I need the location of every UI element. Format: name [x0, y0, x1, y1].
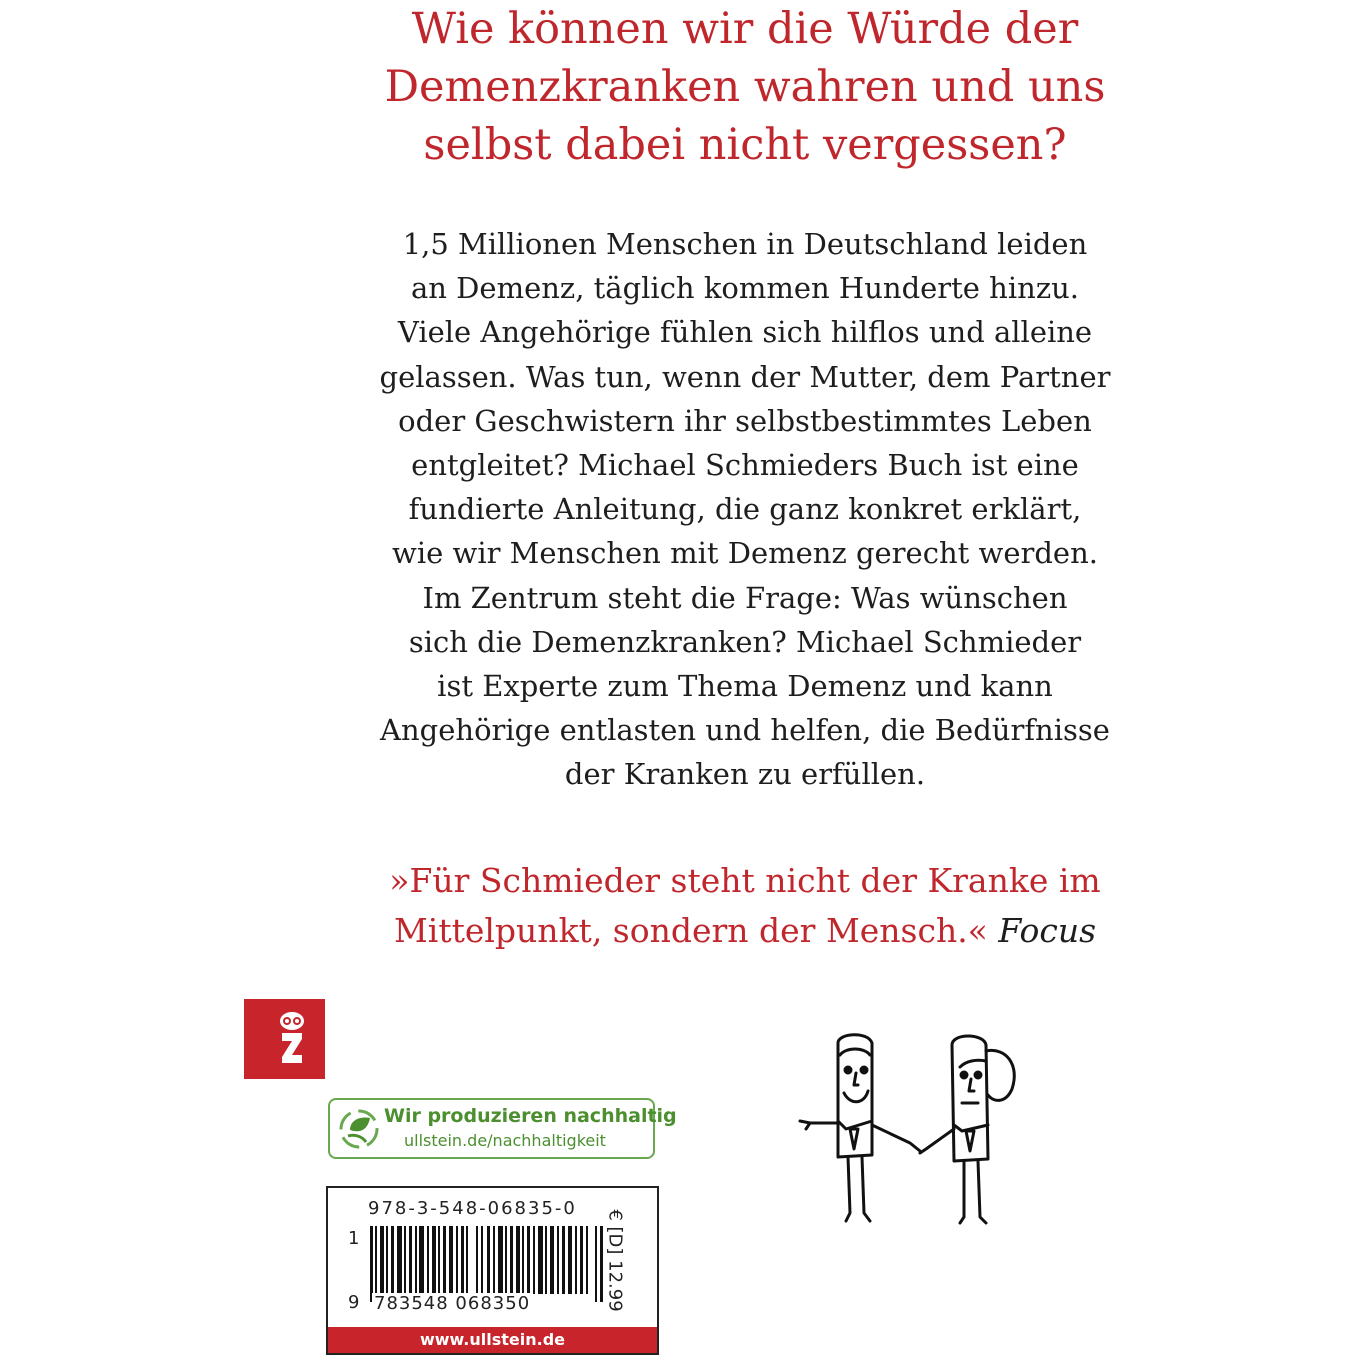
- sustainability-badge: [328, 1098, 677, 1159]
- quote-line: »Für Schmieder steht nicht der Kranke im: [389, 861, 1101, 900]
- publisher-website: www.ullstein.de: [328, 1327, 657, 1353]
- two-figures-illustration: [780, 1025, 1080, 1235]
- headline-line: Wie können wir die Würde der: [411, 4, 1079, 54]
- blurb-line: Im Zentrum steht die Frage: Was wünschen: [422, 580, 1068, 615]
- owl-icon: [244, 999, 325, 1079]
- blurb-line: 1,5 Millionen Menschen in Deutschland leiden: [402, 227, 1088, 261]
- recycle-leaf-icon: [336, 1106, 382, 1152]
- blurb-line: an Demenz, täglich kommen Hunderte hinzu.: [410, 271, 1079, 306]
- quote-source: Focus: [998, 911, 1097, 950]
- blurb-line: der Kranken zu erfüllen.: [564, 757, 926, 792]
- blurb-line: oder Geschwistern ihr selbstbestimmtes Leben: [398, 403, 1092, 438]
- blurb-text: [360, 222, 1130, 797]
- blurb-line: sich die Demenzkranken? Michael Schmieder: [408, 624, 1082, 659]
- barcode-digit-top: 1: [348, 1228, 360, 1249]
- blurb-line: wie wir Menschen mit Demenz gerecht werden.: [392, 536, 1098, 571]
- headline-line: Demenzkranken wahren und uns: [384, 62, 1106, 112]
- isbn: 978-3-548-06835-0: [368, 1198, 577, 1219]
- headline-line: selbst dabei nicht vergessen?: [423, 120, 1067, 170]
- blurb-line: Angehörige entlasten und helfen, die Bedürfnisse: [380, 713, 1110, 748]
- blurb-line: fundierte Anleitung, die ganz konkret erklärt,: [408, 492, 1082, 527]
- price-area: [604, 1200, 650, 1324]
- barcode-bars: [370, 1226, 606, 1302]
- blurb-line: Viele Angehörige fühlen sich hilflos und alleine: [397, 315, 1093, 350]
- headline: [370, 0, 1120, 174]
- review-quote: [370, 856, 1120, 956]
- eco-url: ullstein.de/nachhaltigkeit: [404, 1131, 606, 1150]
- ean-digits: 783548 068350: [374, 1293, 531, 1314]
- barcode-digit-bottom: 9: [348, 1292, 360, 1313]
- eco-title: Wir produzieren nachhaltig: [384, 1105, 677, 1127]
- blurb-line: ist Experte zum Thema Demenz und kann: [437, 669, 1053, 704]
- blurb-line: entgleitet? Michael Schmieders Buch ist eine: [411, 448, 1079, 483]
- blurb-line: gelassen. Was tun, wenn der Mutter, dem Partner: [379, 359, 1111, 394]
- price-label: € [D] 12.99: [604, 1209, 626, 1312]
- publisher-logo: [244, 999, 325, 1079]
- barcode-box: [326, 1186, 659, 1355]
- quote-line-2: [370, 906, 1120, 956]
- quote-text: Mittelpunkt, sondern der Mensch.«: [393, 911, 988, 950]
